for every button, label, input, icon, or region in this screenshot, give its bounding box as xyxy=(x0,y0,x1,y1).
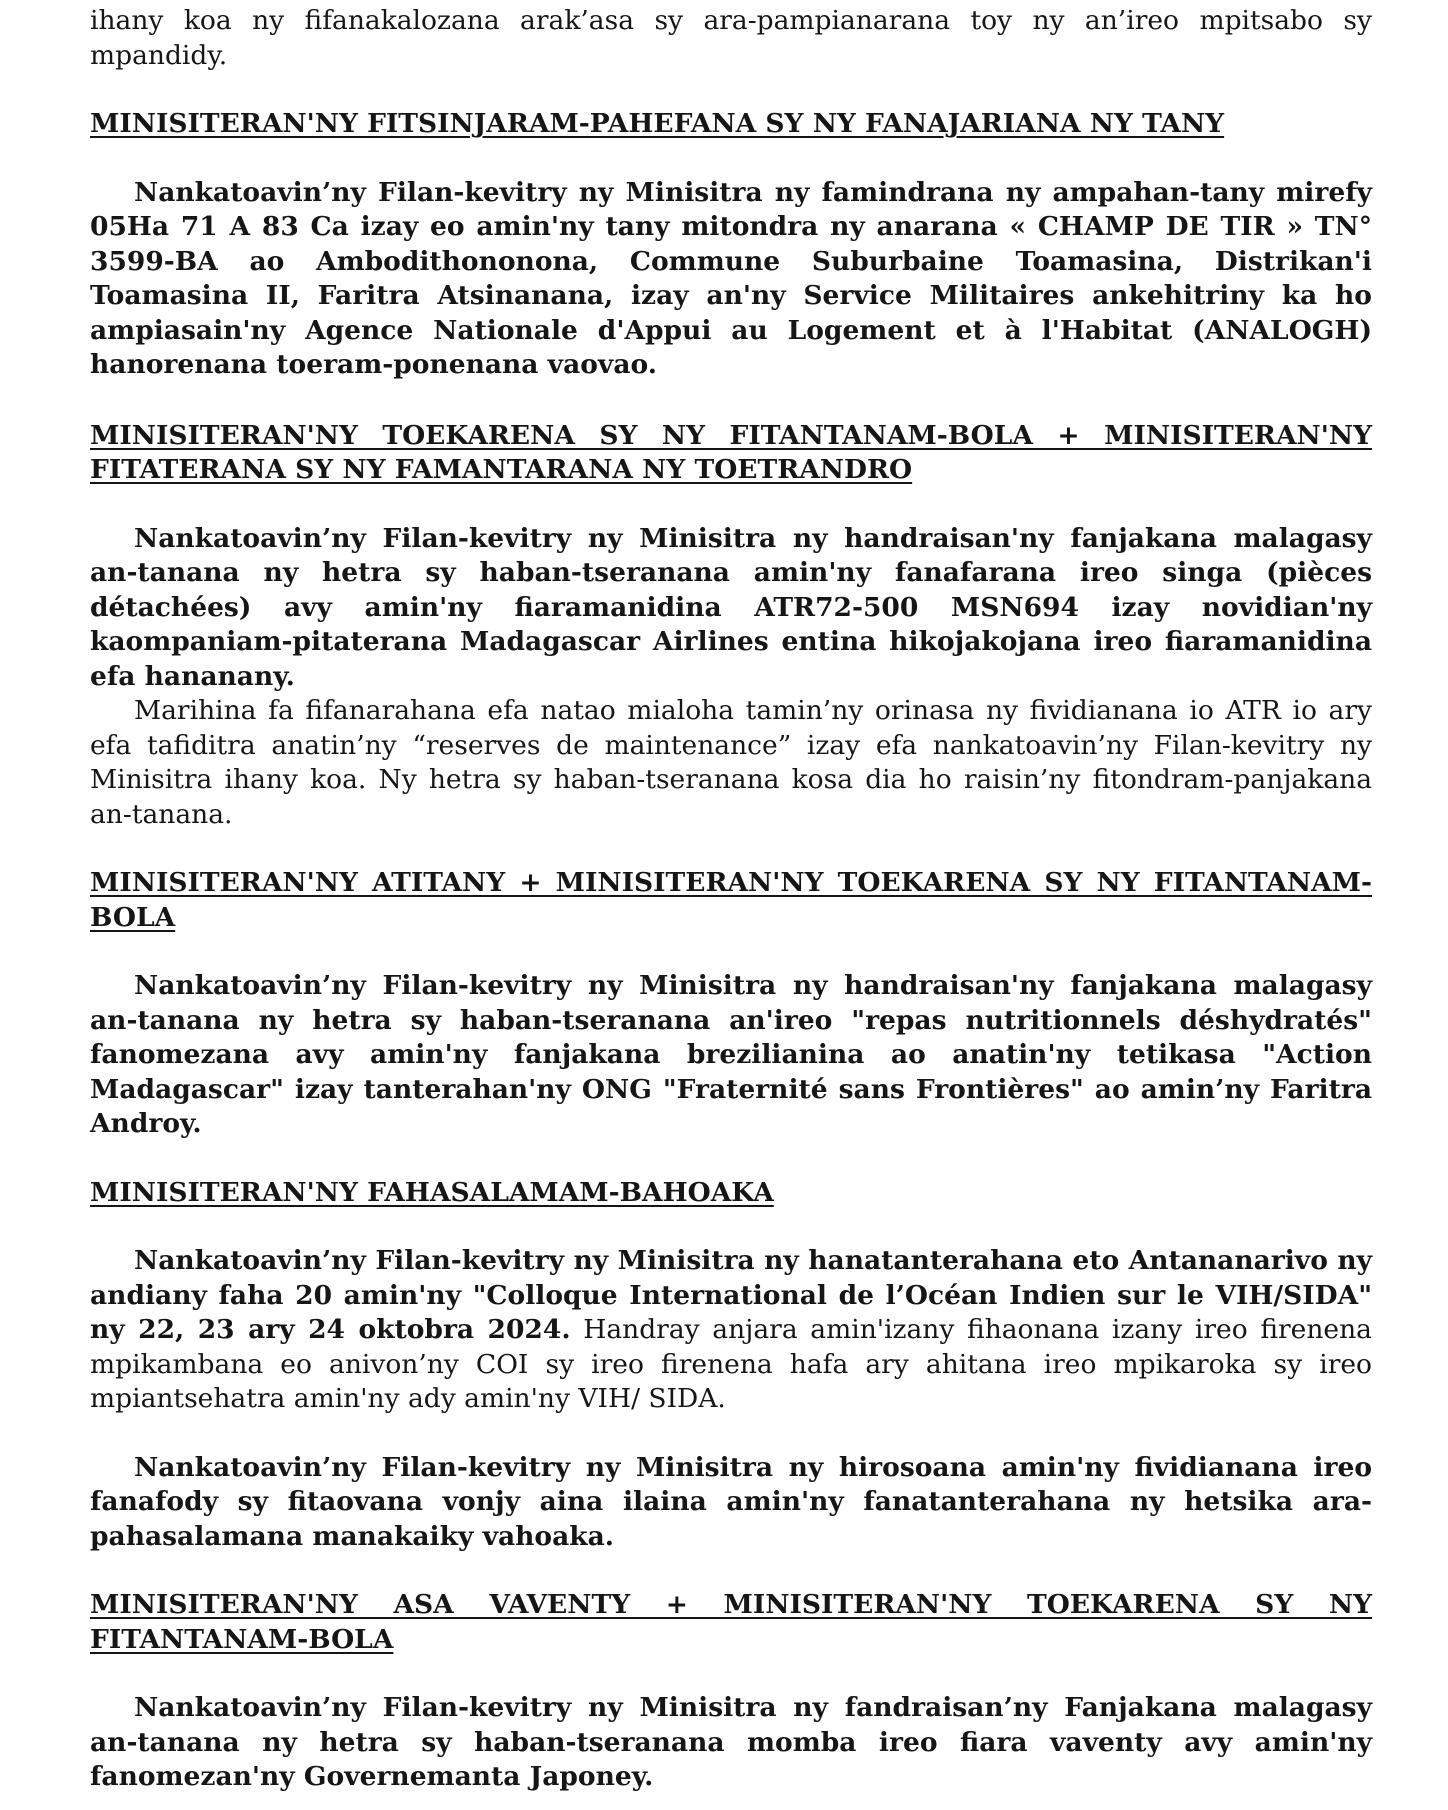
paragraph-bold-text: Nankatoavin’ny Filan-kevitry ny Minisitra ny famindrana ny ampahan-tany mirefy 05Ha 71 A 83 Ca izay eo amin'ny tany mitondra ny anarana « CHAMP DE TIR » TN° 3599-BA ao Ambodithononona, Commune Suburbaine Toamasina, Distrikan'i Toamasina II, Faritra Atsinanana, izay an'ny Service Militaires ankehitriny ka ho ampiasain'ny Agence Nationale d'Appui au Logement et à l'Habitat (ANALOGH) hanorenana toeram-ponenana vaovao. xyxy=(90,176,1372,380)
section-heading-public-health: MINISITERAN'NY FAHASALAMAM-BAHOAKA xyxy=(90,1176,774,1208)
paragraph-bold-text: Nankatoavin’ny Filan-kevitry ny Minisitra ny hirosoana amin'ny fividianana ireo fanafody sy fitaovana vonjy aina ilaina amin'ny fanatanterahana ny hetsika ara-pahasalamana manakaiky vahoaka. xyxy=(90,1451,1372,1552)
paragraph-bold-text: Nankatoavin’ny Filan-kevitry ny Minisitra ny handraisan'ny fanjakana malagasy an-tanana ny hetra sy haban-tseranana an'ireo "repas nutritionnels déshydratés" fanomezana avy amin'ny fanjakana brezilianina ao anatin'ny tetikasa "Action Madagascar" izay tanterahan'ny ONG "Fraternité sans Frontières" ao amin’ny Faritra Androy. xyxy=(90,970,1372,1139)
section-heading-economy-transport: MINISITERAN'NY TOEKARENA SY NY FITANTANAM-BOLA + MINISITERAN'NY FITATERANA SY NY FAMANTARANA NY TOETRANDRO xyxy=(90,419,1372,485)
section-paragraph xyxy=(90,176,1372,383)
section-heading-decentralisation: MINISITERAN'NY FITSINJARAM-PAHEFANA SY NY FANAJARIANA NY TANY xyxy=(90,108,1225,139)
document-page xyxy=(90,4,1372,1795)
section-paragraph xyxy=(90,694,1372,832)
section-heading-interior-economy: MINISITERAN'NY ATITANY + MINISITERAN'NY TOEKARENA SY NY FITANTANAM-BOLA xyxy=(90,867,1372,933)
paragraph-normal-text: Marihina fa fifanarahana efa natao mialoha tamin’ny orinasa ny fividianana io ATR io ary efa tafiditra anatin’ny “reserves de maintenance” izay efa nankatoavin’ny Filan-kevitry ny Minisitra ihany koa. Ny hetra sy haban-tseranana kosa dia ho raisin’ny fitondram-panjakana an-tanana. xyxy=(90,695,1372,830)
section-paragraph xyxy=(90,522,1372,695)
paragraph-normal-text: Handray anjara amin'izany fihaonana izany ireo firenena mpikambana eo anivon’ny COI sy ireo firenena hafa ary ahitana ireo mpikaroka sy ireo mpiantsehatra amin'ny ady amin'ny VIH/ SIDA. xyxy=(90,1314,1372,1414)
paragraph-bold-text: Nankatoavin’ny Filan-kevitry ny Minisitra ny fandraisan’ny Fanjakana malagasy an-tanana ny hetra sy haban-tseranana momba ireo fiara vaventy avy amin'ny fanomezan'ny Governemanta Japoney. xyxy=(90,1692,1372,1792)
paragraph-bold-text: Nankatoavin’ny Filan-kevitry ny Minisitra ny handraisan'ny fanjakana malagasy an-tanana ny hetra sy haban-tseranana amin'ny fanafarana ireo singa (pièces détachées) avy amin'ny fiaramanidina ATR72-500 MSN694 izay novidian'ny kaompaniam-pitaterana Madagascar Airlines entina hikojakojana ireo fiaramanidina efa hananany. xyxy=(90,522,1372,692)
section-paragraph xyxy=(90,1244,1372,1417)
paragraph-bold-text: Nankatoavin’ny Filan-kevitry ny Minisitra ny hanatanterahana eto Antananarivo ny andiany faha 20 amin'ny "Colloque International de l’Océan Indien sur le VIH/SIDA" ny 22, 23 ary 24 oktobra 2024. xyxy=(90,1245,1372,1345)
section-paragraph xyxy=(90,969,1372,1142)
section-paragraph xyxy=(90,1691,1372,1795)
intro-tail-paragraph: ihany koa ny fifanakalozana arak’asa sy ara-pampianarana toy ny an’ireo mpitsabo sy mpandidy. xyxy=(90,5,1372,71)
section-paragraph xyxy=(90,1451,1372,1555)
section-heading-public-works-economy: MINISITERAN'NY ASA VAVENTY + MINISITERAN'NY TOEKARENA SY NY FITANTANAM-BOLA xyxy=(90,1589,1372,1655)
